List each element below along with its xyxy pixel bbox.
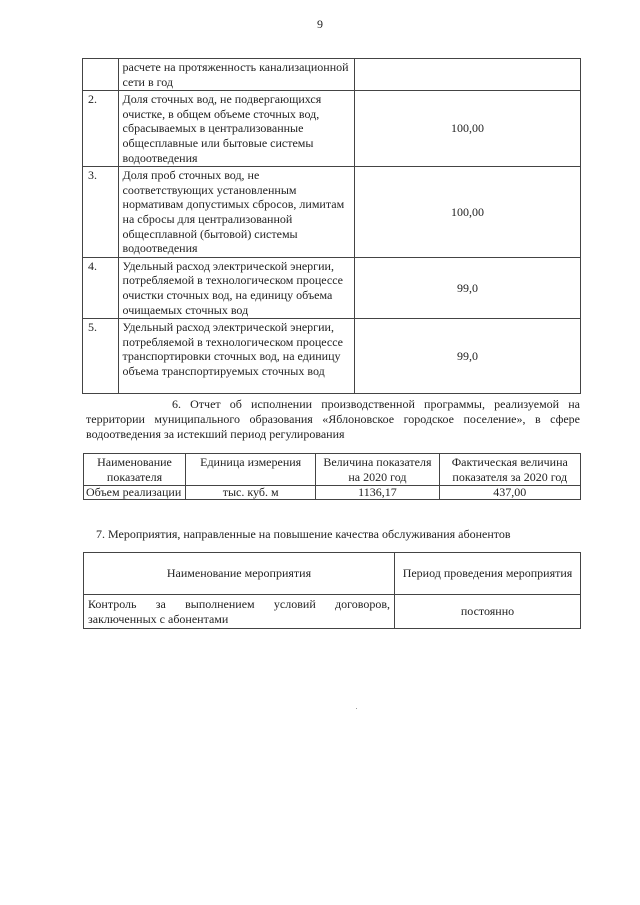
table-row (83, 319, 581, 394)
indicator-value (354, 59, 580, 91)
indicator-value: 99,0 (354, 319, 580, 394)
measures-table (83, 552, 581, 629)
indicators-table (82, 58, 581, 394)
row-number: 4. (83, 257, 119, 318)
table-row (83, 257, 581, 318)
row-number (83, 59, 119, 91)
column-header: Наименование показателя (84, 454, 186, 486)
column-header: Период проведения мероприятия (395, 553, 581, 595)
column-header: Единица измерения (186, 454, 316, 486)
scan-speck (356, 708, 357, 709)
row-number: 2. (83, 91, 119, 167)
indicator-name: Доля сточных вод, не подвергающихся очистке, в общем объеме сточных вод, сбрасываемых в централизованные общесплавные или бытовые системы водоотведения (118, 91, 354, 167)
column-header: Наименование мероприятия (84, 553, 395, 595)
indicator-name: расчете на протяженность канализационной сети в год (118, 59, 354, 91)
indicator-value: 100,00 (354, 167, 580, 258)
measure-period: постоянно (395, 595, 581, 629)
section-6-paragraph (86, 397, 580, 442)
row-number: 5. (83, 319, 119, 394)
indicator-name: Доля проб сточных вод, не соответствующих установленным нормативам допустимых сбросов, лимитам на сбросы для централизованной общесплавной (бытовой) системы водоотведения (118, 167, 354, 258)
cell-planned: 1136,17 (316, 486, 439, 500)
table-row (83, 91, 581, 167)
table-row (84, 486, 581, 500)
cell-unit: тыс. куб. м (186, 486, 316, 500)
cell-actual: 437,00 (439, 486, 580, 500)
table-row (84, 595, 581, 629)
table-row (83, 167, 581, 258)
section-7-heading: 7. Мероприятия, направленные на повышение качества обслуживания абонентов (96, 527, 511, 541)
row-number: 3. (83, 167, 119, 258)
column-header: Величина показателя на 2020 год (316, 454, 439, 486)
measure-name: Контроль за выполнением условий договоров, заключенных с абонентами (84, 595, 395, 629)
table-row (83, 59, 581, 91)
page-number: 9 (317, 17, 323, 31)
indicator-name: Удельный расход электрической энергии, потребляемой в технологическом процессе транспортировки сточных вод, на единицу объема транспортируемых сточных вод (118, 319, 354, 394)
table-header-row (84, 454, 581, 486)
indicator-value: 100,00 (354, 91, 580, 167)
column-header: Фактическая величина показателя за 2020 год (439, 454, 580, 486)
cell-indicator: Объем реализации (84, 486, 186, 500)
indicator-name: Удельный расход электрической энергии, потребляемой в технологическом процессе очистки сточных вод, на единицу объема очищаемых сточных вод (118, 257, 354, 318)
production-report-table (83, 453, 581, 500)
table-header-row (84, 553, 581, 595)
indicator-value: 99,0 (354, 257, 580, 318)
section-6-text: 6. Отчет об исполнении производственной программы, реализуемой на территории муниципального образования «Яблоновское городское поселение», в сфере водоотведения за истекший период регулирования (86, 397, 580, 441)
